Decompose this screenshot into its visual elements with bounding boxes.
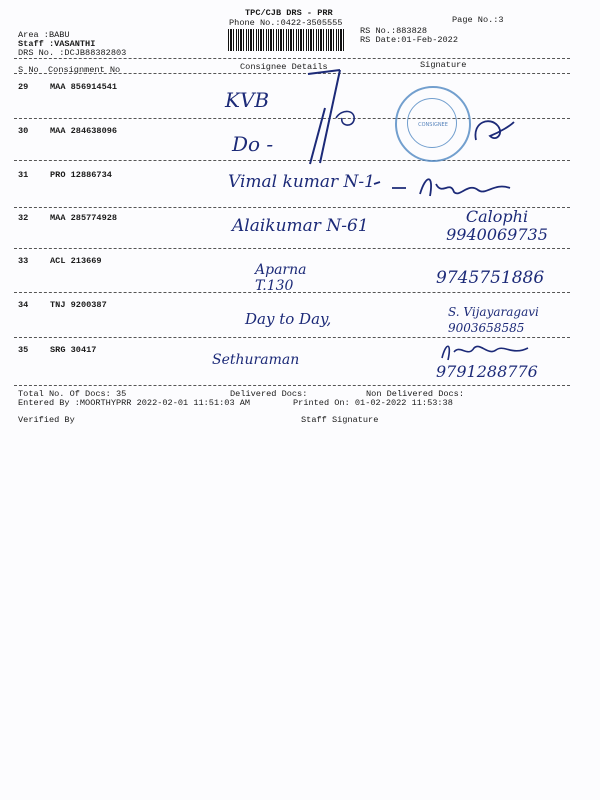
row-consignee-handwriting: Do -: [232, 132, 274, 156]
row-serial: 29: [18, 82, 29, 92]
stamp-text: CONSIGNEE: [418, 122, 448, 128]
verified-by-label: Verified By: [18, 415, 75, 425]
row-consignment-no: ACL 213669: [50, 256, 102, 266]
row-signature-handwriting: Calophi 9940069735: [446, 207, 548, 244]
rs-number: RS No.:883828: [360, 26, 428, 36]
row-signature-handwriting: S. Vijayaragavi 9003658585: [448, 305, 539, 335]
row-consignee-handwriting: Day to Day,: [245, 310, 332, 328]
printed-on: Printed On: 01-02-2022 11:53:38: [293, 398, 453, 408]
area-field: Area :BABU: [18, 30, 70, 40]
row-consignment-no: MAA 285774928: [50, 213, 118, 223]
divider: [14, 58, 570, 59]
row-serial: 31: [18, 170, 29, 180]
row-serial: 35: [18, 345, 29, 355]
handwritten-bracket-signature: [300, 68, 370, 168]
row-serial: 34: [18, 300, 29, 310]
row-serial: 33: [18, 256, 29, 266]
divider: [14, 160, 570, 161]
entered-by: Entered By :MOORTHYPRR 2022-02-01 11:51:03 AM: [18, 398, 251, 408]
divider: [14, 292, 570, 293]
row-consignee-handwriting: KVB: [225, 88, 270, 112]
row-consignee-handwriting: Aparna T.130: [255, 262, 307, 294]
divider: [14, 385, 570, 386]
column-header-consignee-details: Consignee Details: [240, 62, 328, 72]
row-consignment-no: MAA 856914541: [50, 82, 118, 92]
drs-number: DRS No. :DCJB88382803: [18, 48, 127, 58]
row-signature-handwriting: 9791288776: [436, 362, 538, 381]
phone-number: Phone No.:0422-3505555: [229, 18, 343, 28]
barcode: [228, 29, 346, 51]
row-consignment-no: SRG 30417: [50, 345, 97, 355]
non-delivered-docs: Non Delivered Docs:: [366, 389, 464, 399]
row-consignment-no: MAA 284638096: [50, 126, 118, 136]
column-header-signature: Signature: [420, 60, 467, 70]
divider: [14, 248, 570, 249]
divider: [14, 73, 570, 74]
company-stamp: [395, 86, 471, 162]
divider: [14, 337, 570, 338]
document-title: TPC/CJB DRS - PRR: [245, 8, 333, 18]
staff-field: Staff :VASANTHI: [18, 39, 96, 49]
row-serial: 32: [18, 213, 29, 223]
row-consignee-handwriting: Vimal kumar N-1: [228, 172, 375, 192]
handwritten-signature-row-30: [470, 112, 520, 152]
staff-signature-label: Staff Signature: [301, 415, 379, 425]
total-docs: Total No. Of Docs: 35: [18, 389, 127, 399]
handwritten-signature-row-31: [370, 172, 530, 202]
page-number: Page No.:3: [452, 15, 504, 25]
row-serial: 30: [18, 126, 29, 136]
row-consignee-handwriting: Sethuraman: [212, 352, 300, 368]
row-consignment-no: TNJ 9200387: [50, 300, 107, 310]
row-consignee-handwriting: Alaikumar N-61: [232, 216, 369, 236]
delivered-docs: Delivered Docs:: [230, 389, 308, 399]
handwritten-signature-row-35: [438, 340, 538, 364]
row-signature-handwriting: 9745751886: [436, 268, 545, 288]
rs-date: RS Date:01-Feb-2022: [360, 35, 458, 45]
column-header-consignment-no: Consignment No: [48, 65, 121, 75]
row-consignment-no: PRO 12886734: [50, 170, 112, 180]
column-header-s-no: S No: [18, 65, 39, 75]
